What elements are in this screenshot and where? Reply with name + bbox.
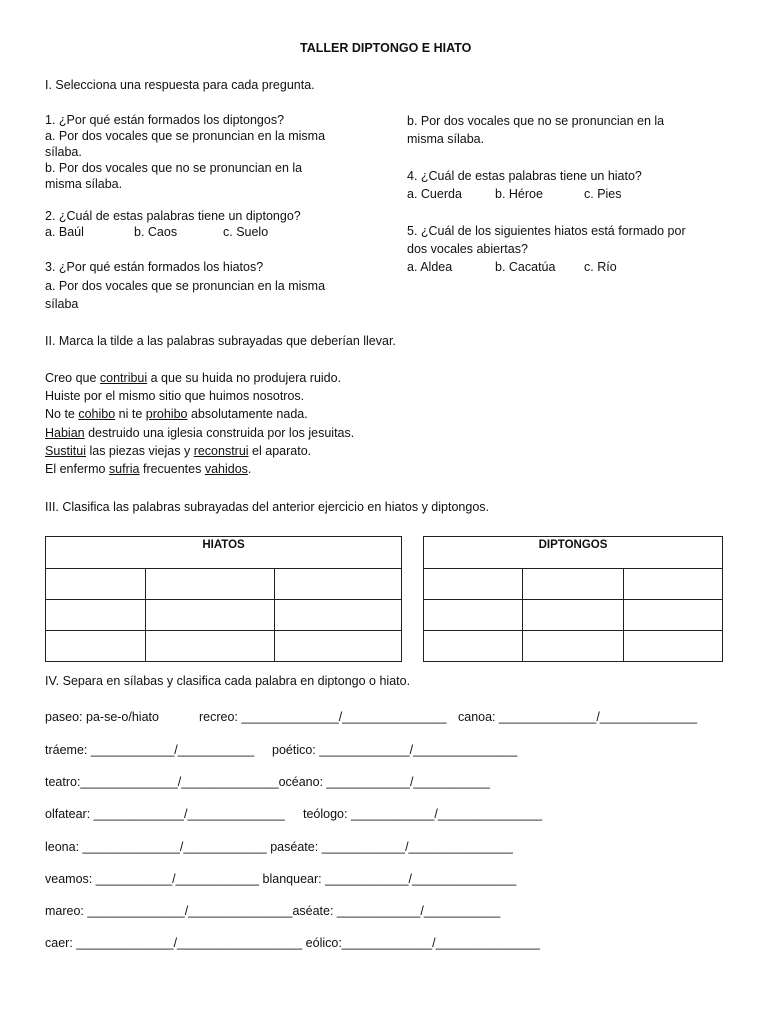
exercise-paseo: paseo: pa-se-o/hiato [45,710,159,724]
underlined-word: cohibo [78,407,116,421]
diptongos-header: DIPTONGOS [424,537,723,569]
table-cell[interactable] [624,631,723,662]
sentence-6: El enfermo sufria frecuentes vahidos. [45,462,252,476]
sentence-2: Huiste por el mismo sitio que huimos nosotros. [45,389,305,403]
sentence-3: No te cohibo ni te prohibo absolutamente nada. [45,407,308,421]
exercise-veamos-blanquear[interactable]: veamos: ___________/____________ blanquear: ____________/_______________ [45,872,517,886]
q4-option-a: a. Cuerda [407,187,462,201]
exercise-leona-paseate[interactable]: leona: ______________/____________ paséate: ____________/_______________ [45,840,513,854]
sentence-5: Sustitui las piezas viejas y reconstrui el aparato. [45,444,312,458]
section1-heading: I. Selecciona una respuesta para cada pregunta. [45,78,315,92]
q4-option-c: c. Pies [584,187,622,201]
exercise-teatro-oceano[interactable]: teatro:______________/______________océano: ____________/___________ [45,775,490,789]
q1-question: 1. ¿Por qué están formados los diptongos? [45,113,285,127]
q5-question-cont: dos vocales abiertas? [407,242,528,256]
table-cell[interactable] [146,569,275,600]
table-cell[interactable] [523,600,624,631]
q1-option-a: a. Por dos vocales que se pronuncian en la misma [45,129,326,143]
table-cell[interactable] [523,569,624,600]
q3-question: 3. ¿Por qué están formados los hiatos? [45,260,264,274]
table-cell[interactable] [275,600,402,631]
underlined-word: reconstrui [193,444,249,458]
q4-option-b: b. Héroe [495,187,543,201]
underlined-word: Habian [45,426,85,440]
section3-heading: III. Clasifica las palabras subrayadas del anterior ejercicio en hiatos y diptongos. [45,500,489,514]
exercise-teologo[interactable]: teólogo: ____________/_______________ [303,807,543,821]
table-cell[interactable] [424,569,523,600]
table-cell[interactable] [146,631,275,662]
q5-option-a: a. Aldea [407,260,453,274]
q2-option-c: c. Suelo [223,225,269,239]
exercise-mareo-aseate[interactable]: mareo: ______________/_______________aséate: ____________/___________ [45,904,501,918]
sentence-4: Habian destruido una iglesia construida por los jesuitas. [45,426,355,440]
exercise-recreo[interactable]: recreo: ______________/_______________ [199,710,447,724]
q2-question: 2. ¿Cuál de estas palabras tiene un diptongo? [45,209,301,223]
section4-heading: IV. Separa en sílabas y clasifica cada palabra en diptongo o hiato. [45,674,411,688]
underlined-word: vahidos [204,462,248,476]
table-cell[interactable] [275,631,402,662]
page-title: TALLER DIPTONGO E HIATO [300,41,472,55]
exercise-traeme[interactable]: tráeme: ____________/___________ [45,743,255,757]
q5-option-b: b. Cacatúa [495,260,556,274]
table-cell[interactable] [275,569,402,600]
exercise-caer-eolico[interactable]: caer: ______________/__________________ eólico:_____________/_______________ [45,936,540,950]
q2-option-a: a. Baúl [45,225,84,239]
underlined-word: prohibo [145,407,188,421]
hiatos-table [45,536,402,662]
table-cell[interactable] [624,600,723,631]
sentence-1: Creo que contribui a que su huida no produjera ruido. [45,371,342,385]
q5-option-c: c. Río [584,260,617,274]
exercise-olfatear[interactable]: olfatear: _____________/______________ [45,807,285,821]
table-cell[interactable] [46,600,146,631]
table-cell[interactable] [46,569,146,600]
q4-question: 4. ¿Cuál de estas palabras tiene un hiato? [407,169,642,183]
q3-option-a-cont: sílaba [45,297,79,311]
section2-heading: II. Marca la tilde a las palabras subrayadas que deberían llevar. [45,334,396,348]
hiatos-header: HIATOS [46,537,402,569]
q1-option-b: b. Por dos vocales que no se pronuncian en la [45,161,303,175]
q3-option-b: b. Por dos vocales que no se pronuncian en la [407,114,665,128]
q5-question: 5. ¿Cuál de los siguientes hiatos está formado por [407,224,686,238]
exercise-poetico[interactable]: poético: _____________/_______________ [272,743,518,757]
q3-option-b-cont: misma sílaba. [407,132,485,146]
exercise-canoa[interactable]: canoa: ______________/______________ [458,710,698,724]
table-cell[interactable] [424,631,523,662]
q1-option-a-cont: sílaba. [45,145,82,159]
diptongos-table [423,536,723,662]
table-cell[interactable] [46,631,146,662]
underlined-word: Sustitui [45,444,86,458]
q1-option-b-cont: misma sílaba. [45,177,123,191]
underlined-word: contribui [99,371,148,385]
q2-option-b: b. Caos [134,225,178,239]
table-cell[interactable] [424,600,523,631]
table-cell[interactable] [146,600,275,631]
q3-option-a: a. Por dos vocales que se pronuncian en la misma [45,279,326,293]
underlined-word: sufria [108,462,140,476]
table-cell[interactable] [624,569,723,600]
table-cell[interactable] [523,631,624,662]
